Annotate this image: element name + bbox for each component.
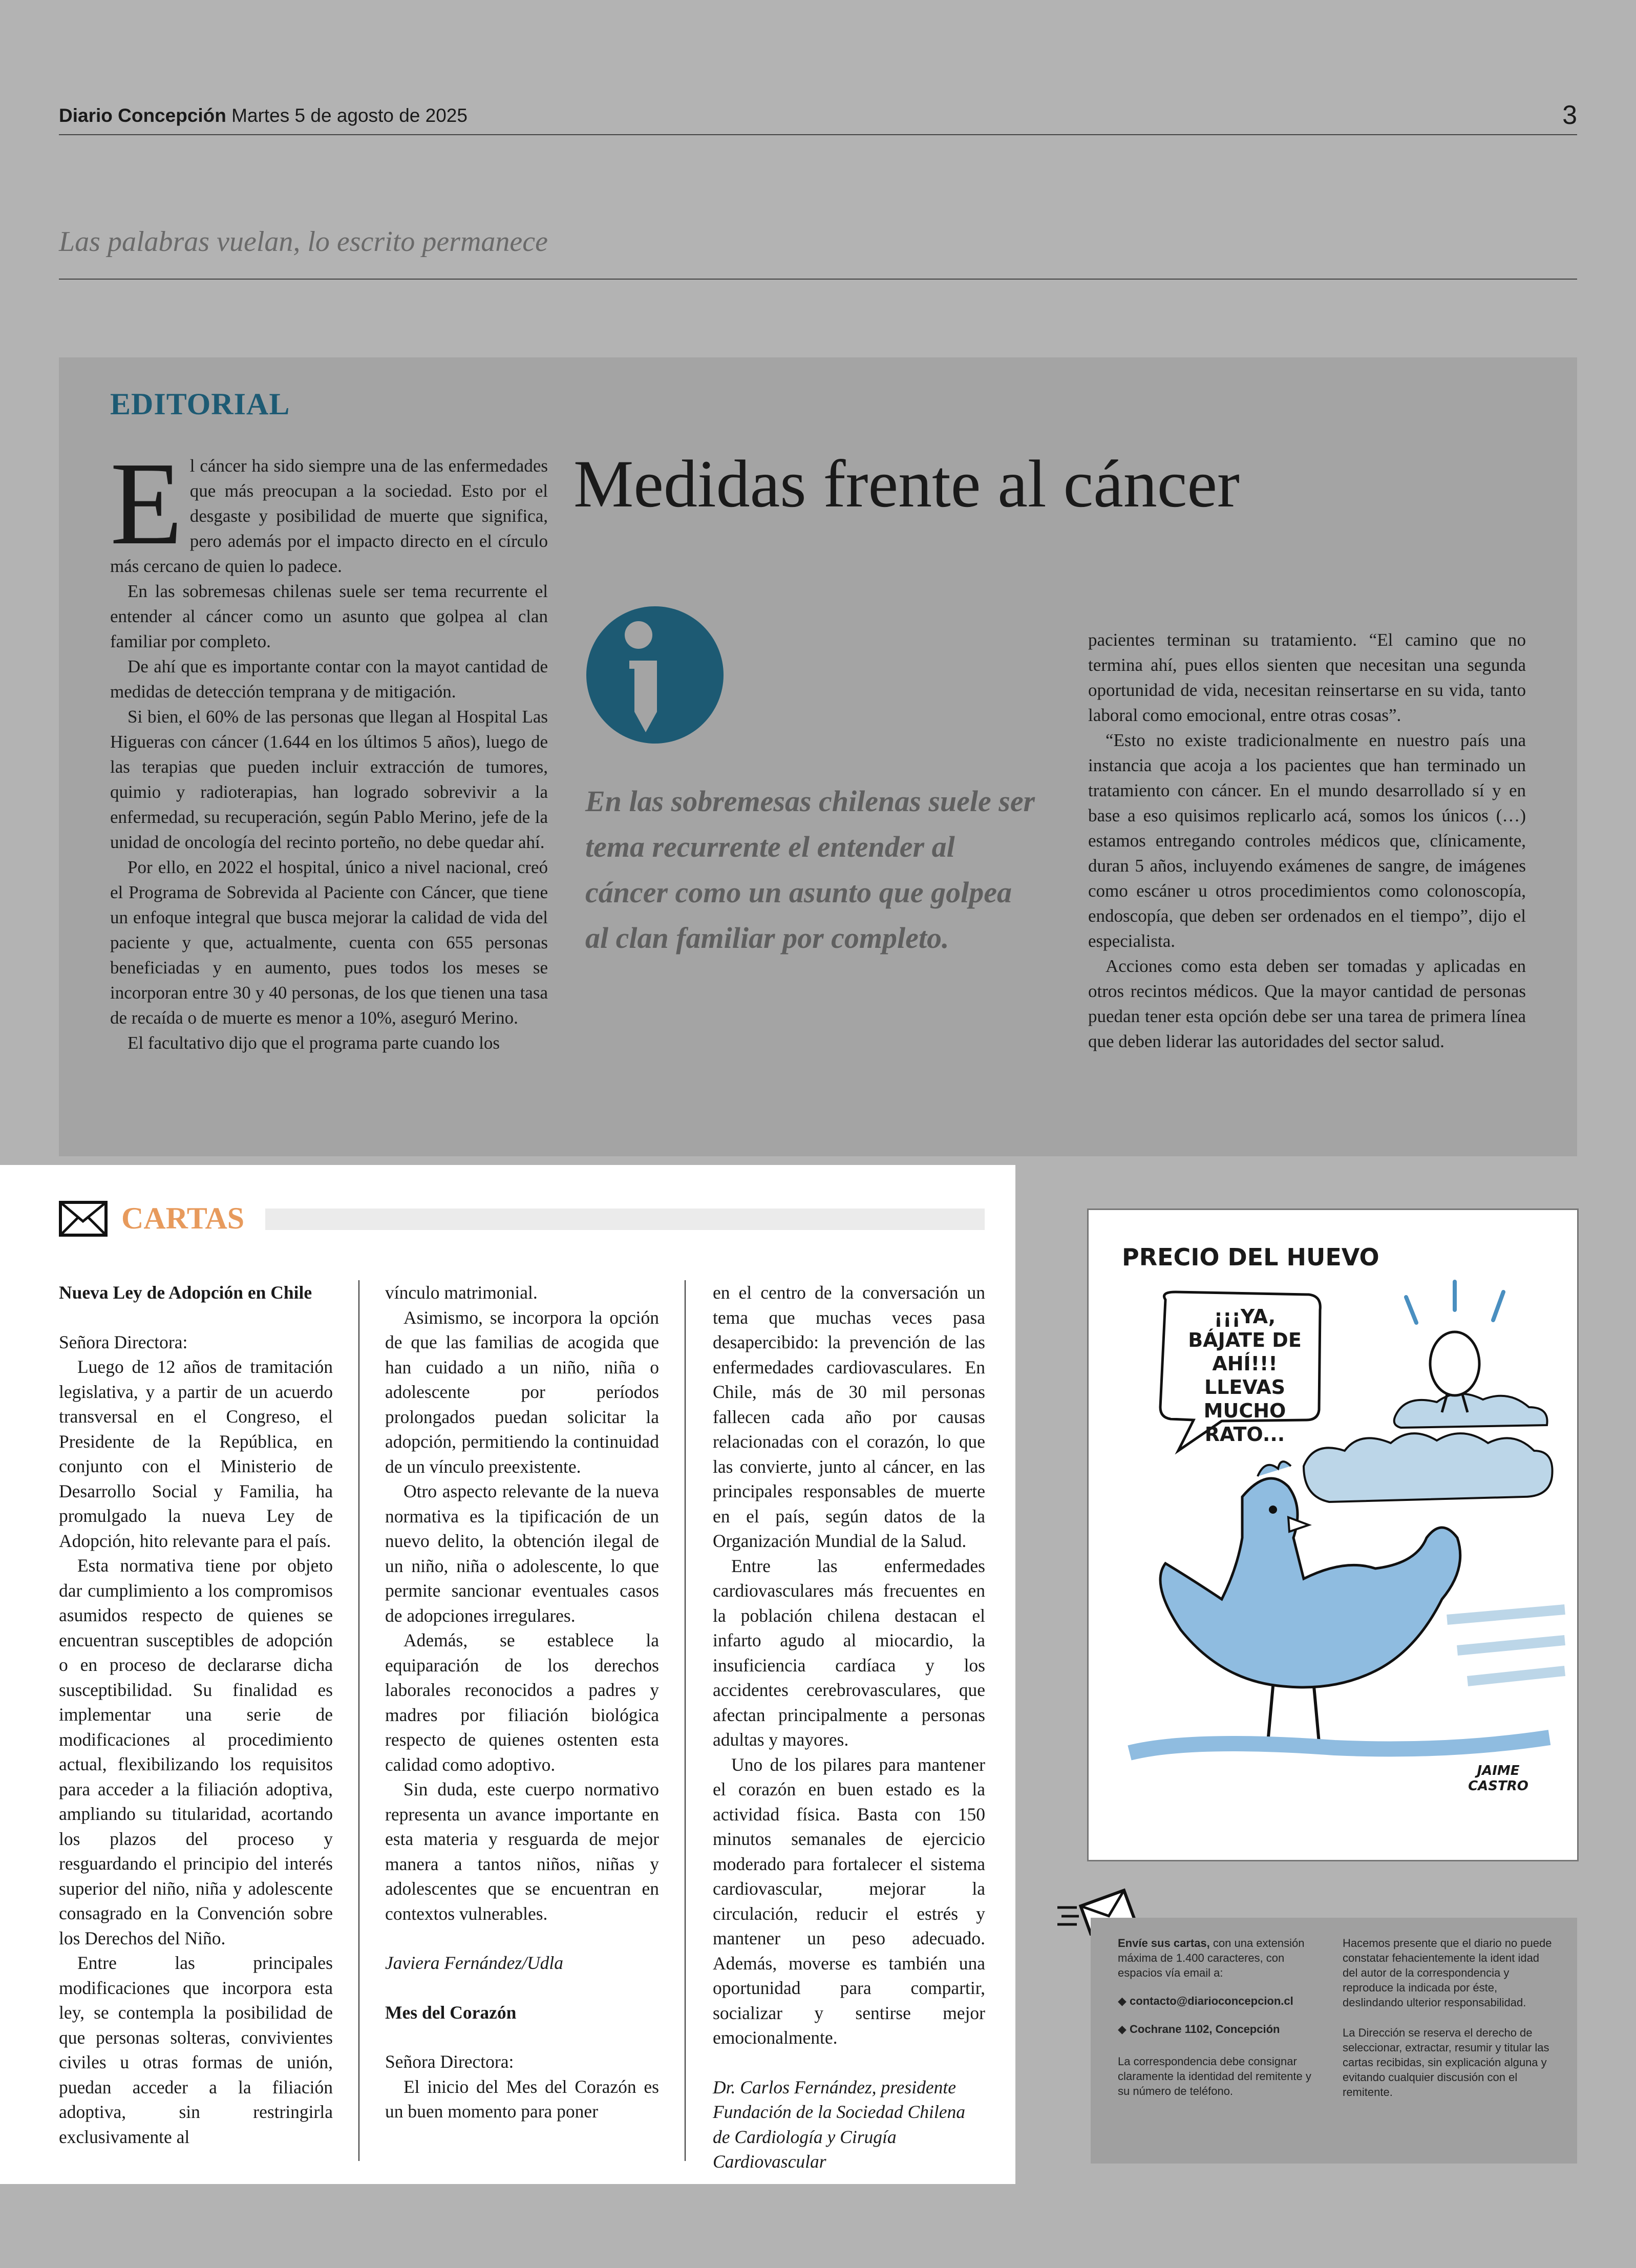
- paper-name: Diario Concepción: [59, 105, 226, 126]
- editorial-paragraph: Si bien, el 60% de las personas que llegan al Hospital Las Higueras con cáncer (1.644 en los últimos 5 años), luego de las terapias que pueden incluir extracción de tumores, quimio y radioterapias, han logrado sobrevivir a la enfermedad, su recuperación, según Pablo Merino, jefe de la unidad de oncología del recinto porteño, no debe quedar ahí.: [110, 707, 548, 852]
- motto-rule: [59, 279, 1577, 280]
- letter-paragraph: Luego de 12 años de tramitación legislativa, y a partir de un acuerdo transversal en el Congreso, el Presidente de la República, en conjunto con el Ministerio de Desarrollo Social y Familia, ha promulgado la nueva Ley de Adopción, hito relevante para el país.: [59, 1356, 333, 1551]
- letter-signature: Javiera Fernández/Udla: [385, 1953, 564, 1973]
- letters-column-3: [713, 1280, 985, 2174]
- letters-title-bar: [265, 1209, 985, 1230]
- letter-paragraph: Entre las enfermedades cardiovasculares más frecuentes en la población chilena destacan el infarto agudo al miocardio, la insuficiencia cardíaca y los accidentes cerebrovasculares, que afectan principalmente a personas adultas y mayores.: [713, 1555, 985, 1750]
- letter-title: Nueva Ley de Adopción en Chile: [59, 1282, 312, 1303]
- editorial-headline: Medidas frente al cáncer: [573, 446, 1240, 521]
- letter-paragraph: en el centro de la conversación un tema que muchas veces pasa desapercibido: la prevención de las enfermedades cardiovasculares. En Chile, más de 30 mil personas fallecen cada año por causas relacionadas con el corazón, lo que las convierte, junto al cáncer, en las principales responsables de muerte en el país, según datos de la Organización Mundial de la Salud.: [713, 1282, 985, 1551]
- letter-paragraph: vínculo matrimonial.: [385, 1282, 538, 1303]
- editorial-paragraph: En las sobremesas chilenas suele ser tema recurrente el entender al cáncer como un asunto que golpea al clan familiar por completo.: [110, 581, 548, 651]
- info-lead: Envíe sus cartas, con una extensión máxima de 1.400 caracteres, con espacios vía email a:: [1118, 1937, 1305, 1979]
- cartoon-title: PRECIO DEL HUEVO: [1122, 1243, 1379, 1271]
- info-left: [1118, 1936, 1323, 2099]
- letter-paragraph: Además, se establece la equiparación de los derechos laborales reconocidos a padres y madres por filiación biológica respecto de quienes ostenten esta calidad como adoptivo.: [385, 1630, 659, 1775]
- letter-paragraph: Uno de los pilares para mantener el corazón en buen estado es la actividad física. Basta con 150 minutos semanales de ejercicio moderado para fortalecer el sistema cardiovascular, mejorar la circulación, reducir el estrés y mantener un peso adecuado. Además, moverse es también una oportunidad para compartir, socializar y sentirse mejor emocionalmente.: [713, 1754, 985, 2048]
- editorial-cartoon: [1087, 1209, 1579, 1861]
- cartoon-signature: JAIME CASTRO: [1468, 1763, 1528, 1794]
- info-disclaimer: Hacemos presente que el diario no puede constatar fehacientemente la ident idad del autor de la correspondencia y reproduce la indicada por éste, deslindando ulterior responsabilidad.: [1343, 1937, 1552, 2009]
- letter-salutation: Señora Directora:: [385, 2051, 514, 2072]
- info-address: ◆ Cochrane 1102, Concepción: [1118, 2023, 1280, 2036]
- info-i-icon: [585, 604, 725, 748]
- letter-signature: Dr. Carlos Fernández, presidente Fundación de la Sociedad Chilena de Cardiología y Cirugía Cardiovascular: [713, 2076, 965, 2172]
- letter-title: Mes del Corazón: [385, 2002, 517, 2023]
- editorial-paragraph: “Esto no existe tradicionalmente en nuestro país una instancia que acoja a los pacientes que han terminado un tratamiento con cáncer. En el mundo desarrollado sí y en base a eso quisimos replicarlo acá, somos los únicos (…) estamos entregando controles médicos que, clínicamente, duran 5 años, incluyendo exámenes de sangre, de imágenes como escáner u otros procedimientos como colonoscopía, endoscopía, que deben ser ordenados en el tiempo”, dijo el especialista.: [1088, 730, 1526, 951]
- info-note: La correspondencia debe consignar claramente la identidad del remitente y su número de teléfono.: [1118, 2055, 1311, 2097]
- letters-column-1: [59, 1280, 333, 2149]
- pull-quote: En las sobremesas chilenas suele ser tema recurrente el entender al cáncer como un asunto que golpea al clan familiar por completo.: [585, 785, 1035, 955]
- editorial-paragraph: Por ello, en 2022 el hospital, único a nivel nacional, creó el Programa de Sobrevida al Paciente con Cáncer, que tiene un enfoque integral que busca mejorar la calidad de vida del paciente y que, actualmente, cuenta con 655 personas beneficiadas y en aumento, pues todos los meses se incorporan entre 30 y 40 personas, de los que tienen una tasa de recaída o de muerte es menor a 10%, aseguró Merino.: [110, 857, 548, 1028]
- page-number: 3: [1562, 100, 1577, 130]
- letters-column-2: [385, 1280, 659, 2124]
- info-rights: La Dirección se reserva el derecho de seleccionar, extractar, resumir y titular las cartas recibidas, sin explicación alguna y evitando cualquier discusión con el remitente.: [1343, 2026, 1549, 2099]
- cartoon-drawing: [1089, 1210, 1577, 1860]
- editorial-label: EDITORIAL: [110, 387, 290, 421]
- letter-salutation: Señora Directora:: [59, 1331, 188, 1352]
- section-motto: Las palabras vuelan, lo escrito permanece: [59, 226, 548, 258]
- letter-paragraph: Entre las principales modificaciones que incorpora esta ley, se contempla la posibilidad de que personas solteras, convivientes civiles u otras formas de unión, puedan acceder a la filiación adoptiva, sin restringirla exclusivamente al: [59, 1953, 333, 2147]
- editorial-paragraph: De ahí que es importante contar con la mayot cantidad de medidas de detección temprana y de mitigación.: [110, 656, 548, 702]
- info-right: [1343, 1936, 1553, 2100]
- editorial-column-1: [110, 438, 548, 1055]
- letter-paragraph: Esta normativa tiene por objeto dar cumplimiento a los compromisos asumidos respecto de quienes se encuentran susceptibles de adopción o en proceso de declararse dicha susceptibilidad. Su finalidad es implementar una serie de modificaciones al procedimiento actual, flexibilizando los requisitos para acceder a la filiación adoptiva, ampliando su titularidad, acortando los plazos del proceso y resguardando el principio del interés superior del niño, niña y adolescente consagrado en la Convención sobre los Derechos del Niño.: [59, 1555, 333, 1948]
- header-rule: [59, 134, 1577, 135]
- editorial-first-paragraph: El cáncer ha sido siempre una de las enfermedades que más preocupan a la sociedad. Esto por el desgaste y posibilidad de muerte que significa, pero además por el impacto directo en el círculo más cercano de quien lo padece.: [110, 438, 548, 576]
- letter-paragraph: Otro aspecto relevante de la nueva normativa es la tipificación de un nuevo delito, la obtención ilegal de un niño, niña o adolescente, lo que permite sancionar eventuales casos de adopciones irregulares.: [385, 1481, 659, 1626]
- drop-cap: E: [110, 438, 183, 569]
- issue-date: Martes 5 de agosto de 2025: [231, 105, 468, 126]
- letter-paragraph: Asimismo, se incorpora la opción de que las familias de acogida que han cuidado a un niño, niña o adolescente por períodos prolongados puedan solicitar la adopción, permitiendo la continuidad de un vínculo preexistente.: [385, 1307, 659, 1477]
- editorial-column-3: [1088, 627, 1526, 1054]
- envelope-icon: [59, 1201, 108, 1237]
- letter-paragraph: Sin duda, este cuerpo normativo representa un avance importante en esta materia y resguarda de mejor manera a tantos niños, niñas y adolescentes que se encuentran en contextos vulnerables.: [385, 1779, 659, 1924]
- cartoon-speech: ¡¡¡YA, BÁJATE DE AHÍ!!! LLEVAS MUCHO RATO...: [1188, 1305, 1302, 1446]
- editorial-paragraph: El facultativo dijo que el programa parte cuando los: [128, 1033, 500, 1053]
- info-email[interactable]: ◆ contacto@diarioconcepcion.cl: [1118, 1995, 1293, 2007]
- editorial-paragraph: Acciones como esta deben ser tomadas y aplicadas en otros recintos médicos. Que la mayor cantidad de personas puedan tener esta opción debe ser una tarea de primera línea que deben liderar las autoridades del sector salud.: [1088, 956, 1526, 1051]
- editorial-paragraph: pacientes terminan su tratamiento. “El camino que no termina ahí, pues ellos sienten que necesitan una segunda oportunidad de vida, necesitan reinsertarse en su vida, tanto laboral como emocional, entre otras cosas”.: [1088, 630, 1526, 725]
- letters-title: CARTAS: [121, 1201, 245, 1235]
- column-divider: [685, 1280, 686, 2161]
- column-divider: [358, 1280, 359, 2161]
- page-header: [59, 105, 468, 126]
- letter-paragraph: El inicio del Mes del Corazón es un buen momento para poner: [385, 2076, 659, 2122]
